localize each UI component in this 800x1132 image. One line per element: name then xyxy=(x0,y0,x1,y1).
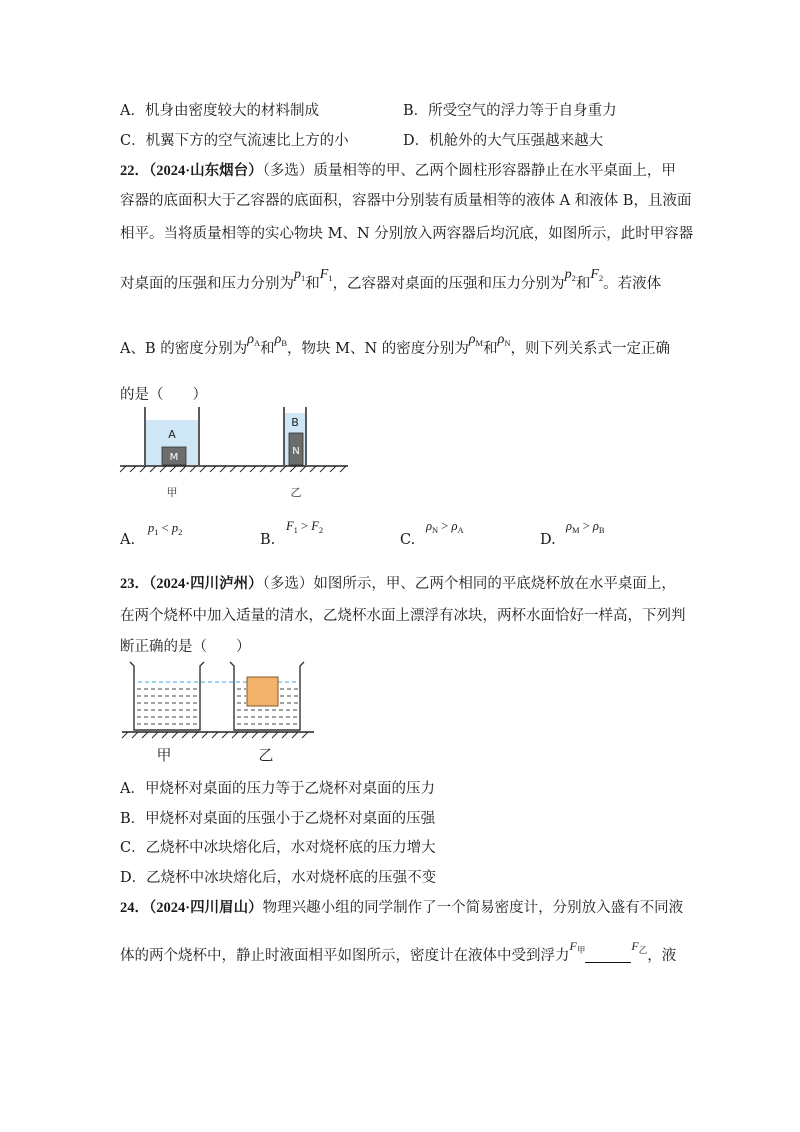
q22-line4-text: 对桌面的压强和压力分别为 xyxy=(120,276,294,292)
q22-line4-end: 。若液体 xyxy=(603,276,662,292)
q22-figure xyxy=(118,402,350,502)
math-F1: $F_1$ xyxy=(319,267,333,283)
q22-source: （2024·山东烟台） xyxy=(149,163,263,179)
math-F2: $F_2$ xyxy=(590,267,604,283)
q22-line1 xyxy=(120,159,676,180)
q22-line6: 的是（ ） xyxy=(120,387,207,403)
caption-jia: 甲 xyxy=(166,486,178,499)
math-rhoA: $\rho_A$ xyxy=(247,332,261,348)
ice-block xyxy=(247,677,278,706)
q22-option-a-formula: $p_1 < p_2$ xyxy=(148,521,183,537)
q21-option-b: B．所受空气的浮力等于自身重力 xyxy=(403,103,617,119)
q23-option-a: A．甲烧杯对桌面的压力等于乙烧杯对桌面的压力 xyxy=(120,781,435,797)
caption-yi: 乙 xyxy=(258,746,274,764)
q22-line4 xyxy=(120,267,662,293)
caption-yi: 乙 xyxy=(290,486,302,499)
q22-line4-and1: 和 xyxy=(305,276,320,292)
q23-option-d: D．乙烧杯中冰块熔化后，水对烧杯底的压强不变 xyxy=(120,870,437,886)
q22-option-c-letter: C. xyxy=(400,532,416,548)
water-jia xyxy=(137,689,198,724)
q23-option-b: B．甲烧杯对桌面的压强小于乙烧杯对桌面的压强 xyxy=(120,811,436,827)
q21-option-a: A．机身由密度较大的材料制成 xyxy=(120,103,319,119)
q22-option-d-letter: D. xyxy=(540,532,556,548)
q23-text: （多选）如图所示，甲、乙两个相同的平底烧杯放在水平桌面上， xyxy=(262,576,676,592)
q22-line2: 容器的底面积大于乙容器的底面积，容器中分别装有质量相等的液体 A 和液体 B，且液面 xyxy=(120,193,692,209)
q22-line5-and2: 和 xyxy=(483,341,498,357)
math-p1: $p_1$ xyxy=(294,267,306,283)
table-hatching xyxy=(120,466,346,472)
q24-number: 24． xyxy=(120,900,149,916)
math-rhoN: $\rho_N$ xyxy=(497,332,511,348)
caption-jia: 甲 xyxy=(156,746,172,764)
q23-line3: 断正确的是（ ） xyxy=(120,639,251,655)
q23-option-c: C．乙烧杯中冰块熔化后，水对烧杯底的压力增大 xyxy=(120,840,436,856)
liquid-a-label: A xyxy=(168,428,176,441)
q22-option-d-formula: $\rho_M > \rho_B$ xyxy=(566,519,605,535)
table-hatching xyxy=(122,732,308,738)
q22-option-b-formula: $F_1 > F_2$ xyxy=(286,519,324,535)
liquid-b-label: B xyxy=(291,416,299,429)
q22-line4-mid: ，乙容器对桌面的压强和压力分别为 xyxy=(332,276,565,292)
q22-line4-and2: 和 xyxy=(575,276,591,292)
math-F-yi: F乙 xyxy=(631,939,648,955)
math-F-jia: F甲 xyxy=(569,939,586,955)
q24-source: （2024·四川眉山） xyxy=(149,900,263,916)
q24-line2-end: ，液 xyxy=(647,948,677,964)
q24-line2-text: 体的两个烧杯中，静止时液面相平如图所示，密度计在液体中受到浮力 xyxy=(120,948,570,964)
q22-option-c-formula: $\rho_N > \rho_A$ xyxy=(426,519,464,535)
q23-source: （2024·四川泸州） xyxy=(149,576,263,592)
q22-text: （多选）质量相等的甲、乙两个圆柱形容器静止在水平桌面上，甲 xyxy=(262,163,676,179)
q23-number: 23． xyxy=(120,576,149,592)
q22-line5-mid: ，物块 M、N 的密度分别为 xyxy=(287,341,469,357)
q22-line5-text: A、B 的密度分别为 xyxy=(120,341,248,357)
q21-option-c: C．机翼下方的空气流速比上方的小 xyxy=(120,133,349,149)
q22-line5-end: ，则下列关系式一定正确 xyxy=(510,341,670,357)
block-n-label: N xyxy=(292,446,300,457)
q23-figure xyxy=(118,656,318,768)
q24-line2 xyxy=(120,939,677,966)
math-rhoM: $\rho_M$ xyxy=(468,332,484,348)
math-rhoB: $\rho_B$ xyxy=(274,332,288,348)
math-p2: $p_2$ xyxy=(564,267,576,283)
q22-number: 22． xyxy=(120,163,149,179)
answer-blank[interactable] xyxy=(585,948,631,963)
q22-option-b-letter: B. xyxy=(260,532,276,548)
q23-line1 xyxy=(120,572,676,593)
q24-text: 物理兴趣小组的同学制作了一个简易密度计，分别放入盛有不同液 xyxy=(262,900,684,916)
block-m-label: M xyxy=(169,452,179,463)
q22-line5 xyxy=(120,332,670,358)
q23-line2: 在两个烧杯中加入适量的清水，乙烧杯水面上漂浮有冰块，两杯水面恰好一样高，下列判 xyxy=(120,608,686,624)
q22-line5-and1: 和 xyxy=(260,341,275,357)
q21-option-d: D．机舱外的大气压强越来越大 xyxy=(403,133,604,149)
q22-line3: 相平。当将质量相等的实心物块 M、N 分别放入两容器后均沉底，如图所示，此时甲容器 xyxy=(120,226,694,242)
q24-line1 xyxy=(120,896,683,917)
q22-option-a-letter: A. xyxy=(120,532,136,548)
